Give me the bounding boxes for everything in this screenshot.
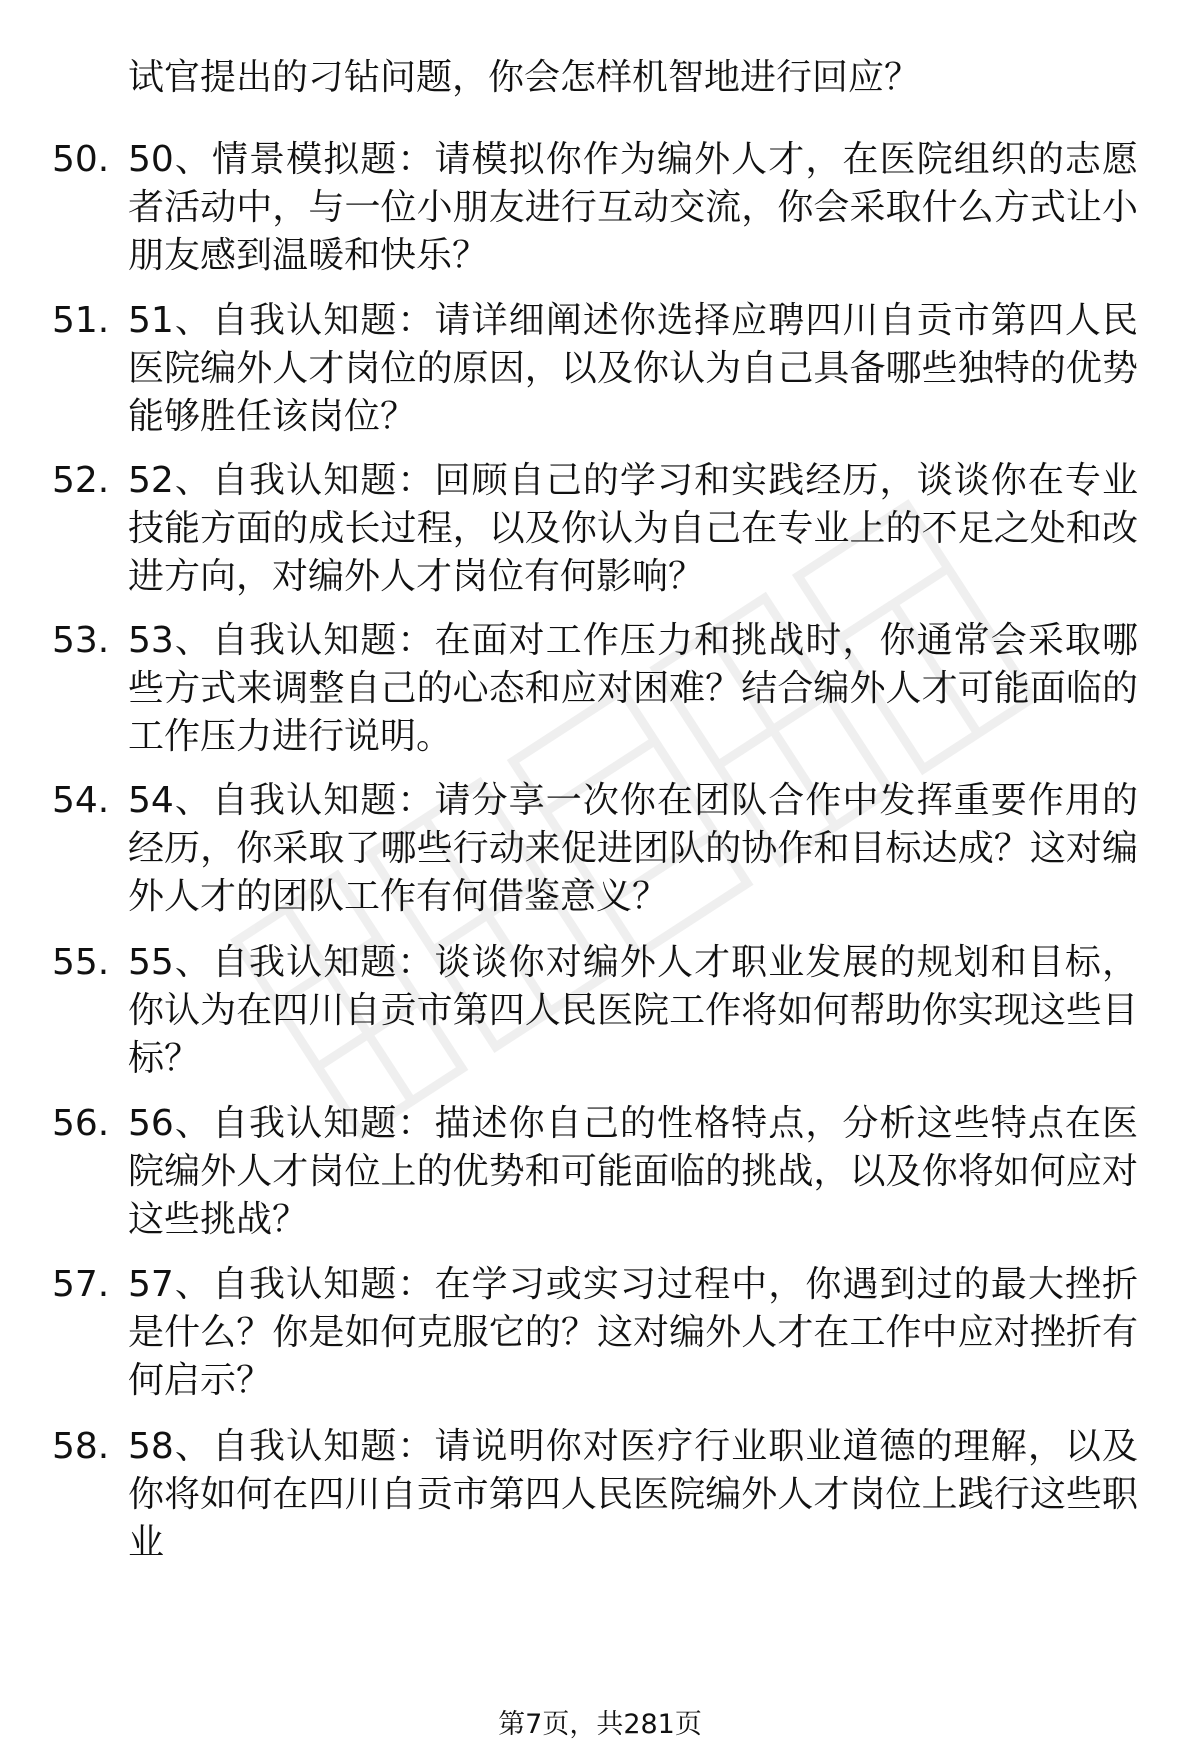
item-number: 57.	[52, 1264, 110, 1305]
item-number: 53.	[52, 620, 110, 661]
item-number: 58.	[52, 1426, 110, 1467]
page-footer: 第7页，共281页	[498, 1709, 702, 1740]
item-text: 58、自我认知题：请说明你对医疗行业职业道德的理解，以及你将如何在四川自贡市第四人民医院编外人才岗位上践行这些职业	[128, 1426, 1138, 1563]
item-number: 50.	[52, 139, 110, 180]
item-number: 56.	[52, 1103, 110, 1144]
item-number: 51.	[52, 300, 110, 341]
item-number: 52.	[52, 460, 110, 501]
item-text: 50、情景模拟题：请模拟你作为编外人才，在医院组织的志愿者活动中，与一位小朋友进行互动交流，你会采取什么方式让小朋友感到温暖和快乐？	[128, 139, 1138, 276]
item-text: 57、自我认知题：在学习或实习过程中，你遇到过的最大挫折是什么？你是如何克服它的？这对编外人才在工作中应对挫折有何启示？	[128, 1264, 1138, 1401]
item-text: 56、自我认知题：描述你自己的性格特点，分析这些特点在医院编外人才岗位上的优势和可能面临的挑战，以及你将如何应对这些挑战？	[128, 1103, 1138, 1240]
item-number: 55.	[52, 942, 110, 983]
item-text: 55、自我认知题：谈谈你对编外人才职业发展的规划和目标，你认为在四川自贡市第四人民医院工作将如何帮助你实现这些目标？	[128, 942, 1138, 1079]
item-text: 52、自我认知题：回顾自己的学习和实践经历，谈谈你在专业技能方面的成长过程，以及你认为自己在专业上的不足之处和改进方向，对编外人才岗位有何影响？	[128, 460, 1138, 597]
continuation-text: 试官提出的刁钻问题，你会怎样机智地进行回应？	[128, 57, 921, 98]
item-text: 53、自我认知题：在面对工作压力和挑战时，你通常会采取哪些方式来调整自己的心态和应对困难？结合编外人才可能面临的工作压力进行说明。	[128, 620, 1138, 757]
item-text: 54、自我认知题：请分享一次你在团队合作中发挥重要作用的经历，你采取了哪些行动来促进团队的协作和目标达成？这对编外人才的团队工作有何借鉴意义？	[128, 780, 1138, 917]
item-number: 54.	[52, 780, 110, 821]
item-text: 51、自我认知题：请详细阐述你选择应聘四川自贡市第四人民医院编外人才岗位的原因，以及你认为自己具备哪些独特的优势能够胜任该岗位？	[128, 300, 1138, 437]
